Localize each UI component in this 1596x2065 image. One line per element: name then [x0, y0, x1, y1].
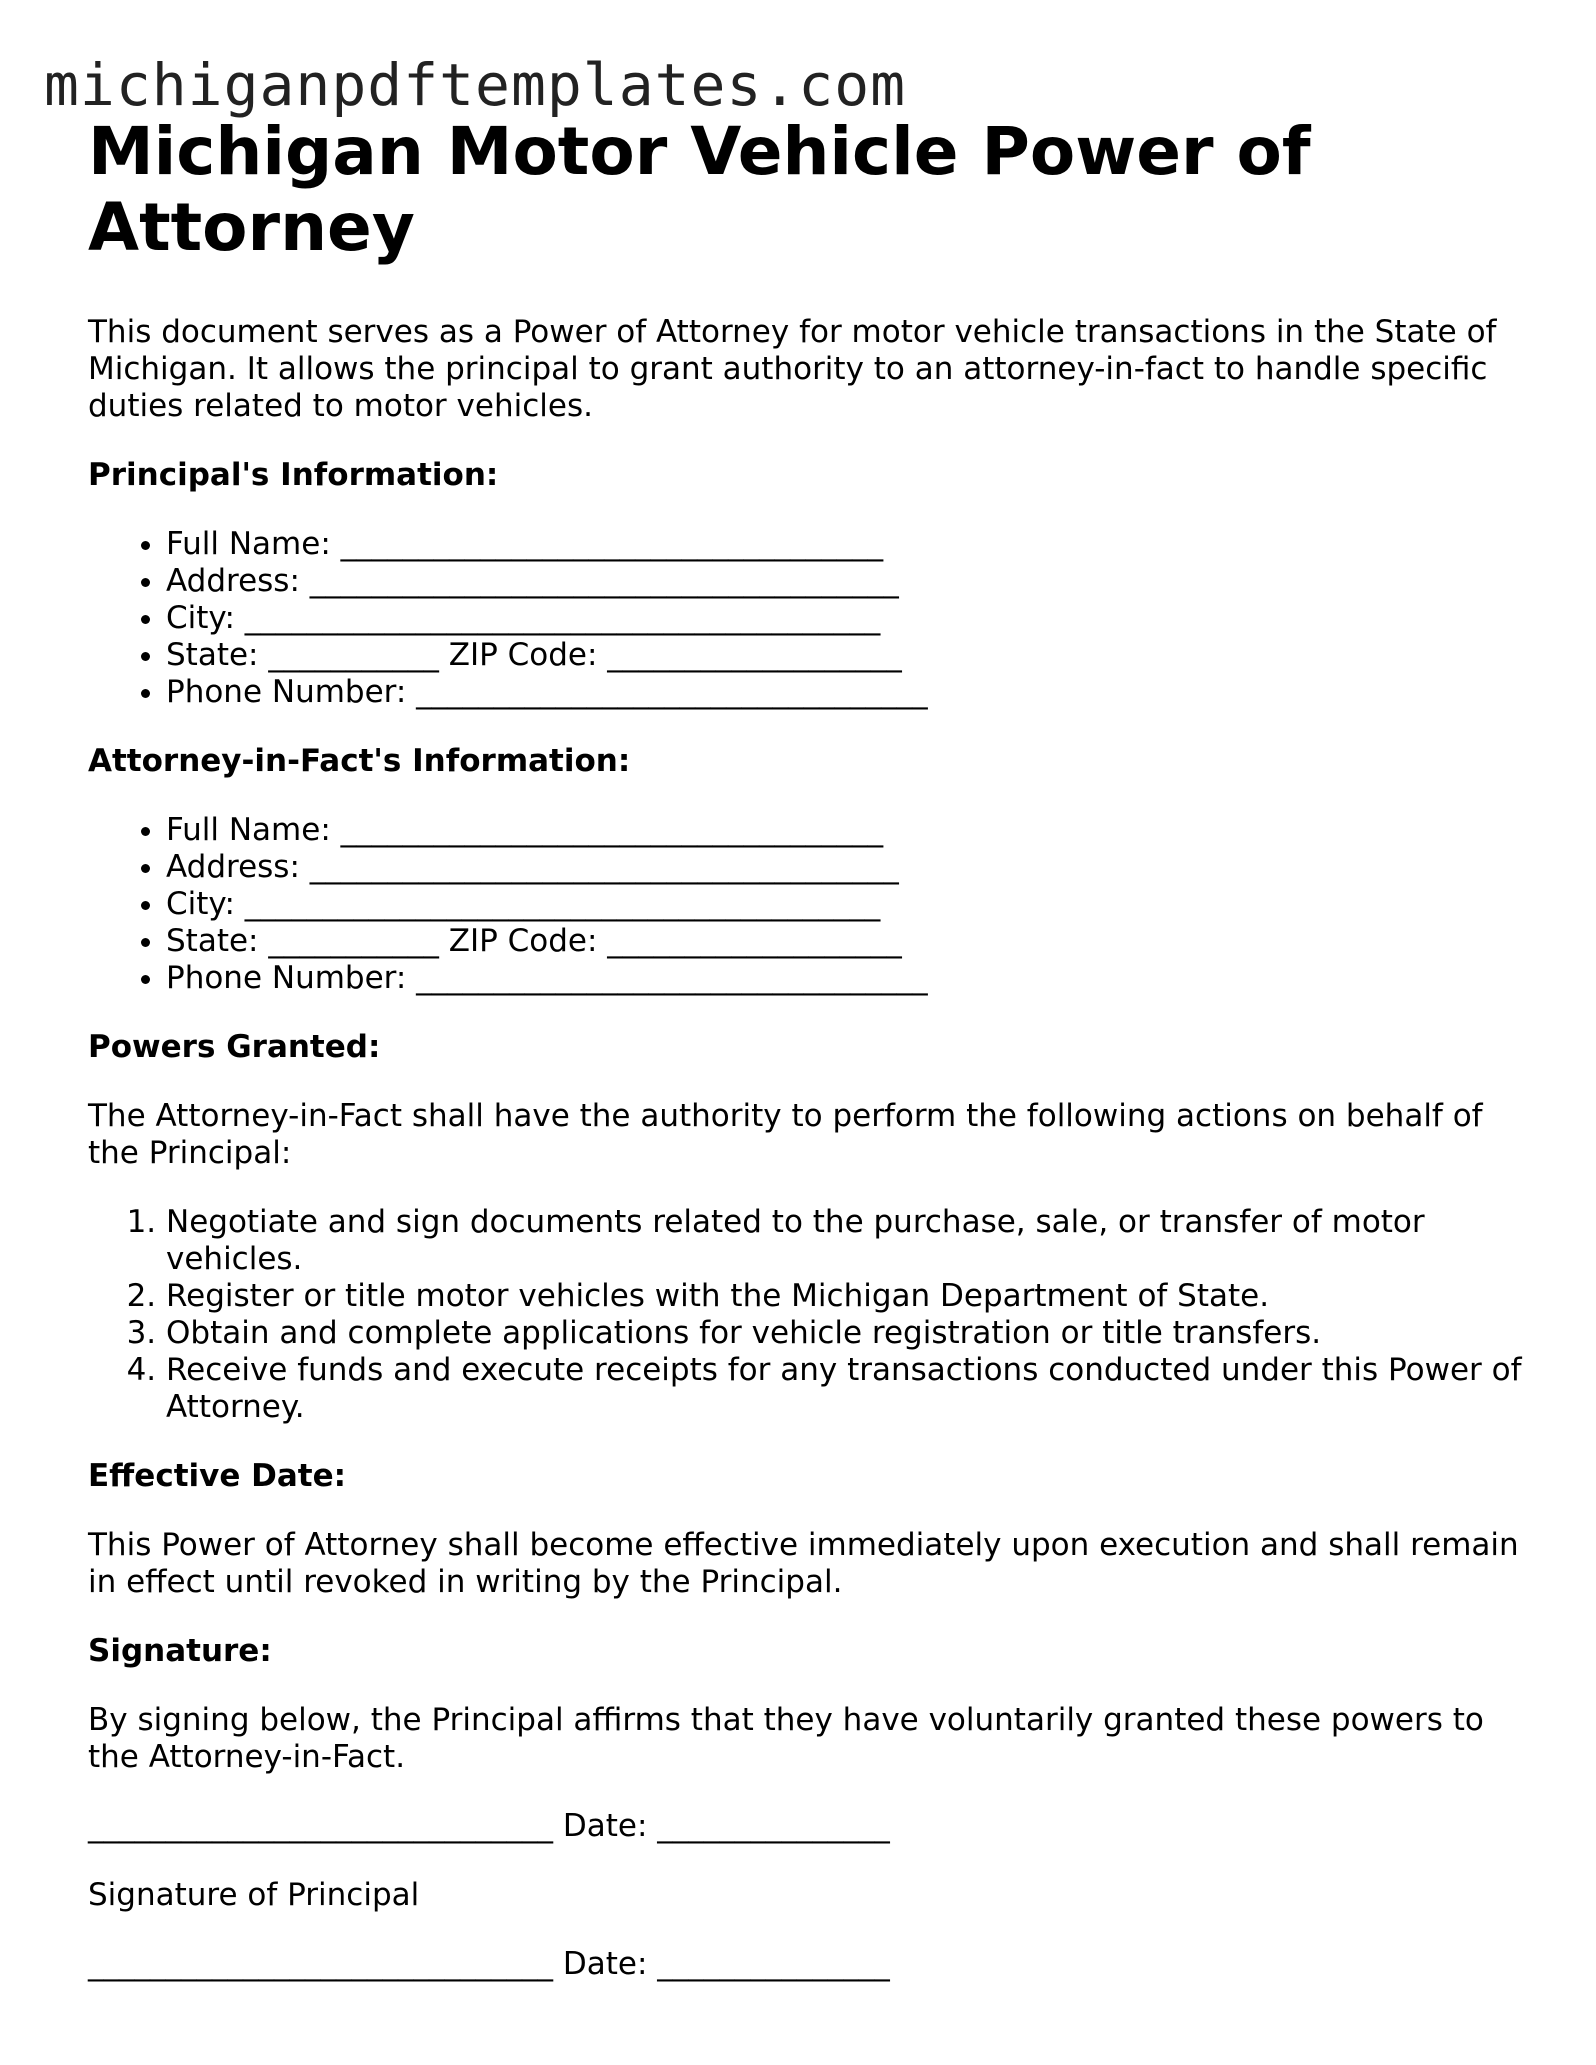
principal-signature-line: ______________________________ Date: _______________ — [88, 1808, 890, 1844]
effective-date-text: This Power of Attorney shall become effective immediately upon execution and shall remain in effect until revoked in writing by the Principal. — [88, 1527, 1519, 1600]
powers-list — [88, 1204, 1528, 1426]
signature-text: By signing below, the Principal affirms that they have voluntarily granted these powers to the Attorney-in-Fact. — [88, 1702, 1484, 1775]
principal-signature-label: Signature of Principal — [88, 1877, 420, 1913]
attorney-phone-field: • Phone Number: _________________________________ — [166, 960, 1528, 997]
attorney-full-name-field: • Full Name: ___________________________________ — [166, 812, 1528, 849]
power-item: 2. Register or title motor vehicles with the Michigan Department of State. — [166, 1278, 1528, 1315]
principal-heading: Principal's Information: — [88, 457, 499, 493]
document-body — [88, 108, 1528, 2015]
site-watermark: michiganpdftemplates.com — [44, 51, 907, 119]
powers-intro: The Attorney-in-Fact shall have the authority to perform the following actions on behalf of the Principal: — [88, 1098, 1483, 1171]
attorney-state-zip-field: • State: ___________ ZIP Code: ___________________ — [166, 923, 1528, 960]
attorney-heading: Attorney-in-Fact's Information: — [88, 743, 631, 779]
attorney-city-field: • City: _________________________________________ — [166, 886, 1528, 923]
principal-phone-field: • Phone Number: _________________________________ — [166, 674, 1528, 711]
attorney-address-field: • Address: ______________________________________ — [166, 849, 1528, 886]
power-item: 1. Negotiate and sign documents related to the purchase, sale, or transfer of motor vehicles. — [166, 1204, 1528, 1278]
principal-fields-list — [88, 526, 1528, 711]
second-signature-line: ______________________________ Date: _______________ — [88, 1946, 890, 1982]
effective-date-heading: Effective Date: — [88, 1458, 347, 1494]
signature-heading: Signature: — [88, 1633, 272, 1669]
principal-full-name-field: • Full Name: ___________________________________ — [166, 526, 1528, 563]
power-item: 3. Obtain and complete applications for vehicle registration or title transfers. — [166, 1315, 1528, 1352]
principal-city-field: • City: _________________________________________ — [166, 600, 1528, 637]
principal-state-zip-field: • State: ___________ ZIP Code: ___________________ — [166, 637, 1528, 674]
powers-heading: Powers Granted: — [88, 1029, 381, 1065]
power-item: 4. Receive funds and execute receipts for any transactions conducted under this Power of Attorney. — [166, 1352, 1528, 1426]
document-title: Michigan Motor Vehicle Power of Attorney — [88, 113, 1311, 266]
intro-paragraph: This document serves as a Power of Attorney for motor vehicle transactions in the State of Michigan. It allows the principal to grant authority to an attorney-in-fact to handle specific duties related to motor vehicles. — [88, 314, 1497, 424]
attorney-fields-list — [88, 812, 1528, 997]
principal-address-field: • Address: ______________________________________ — [166, 563, 1528, 600]
